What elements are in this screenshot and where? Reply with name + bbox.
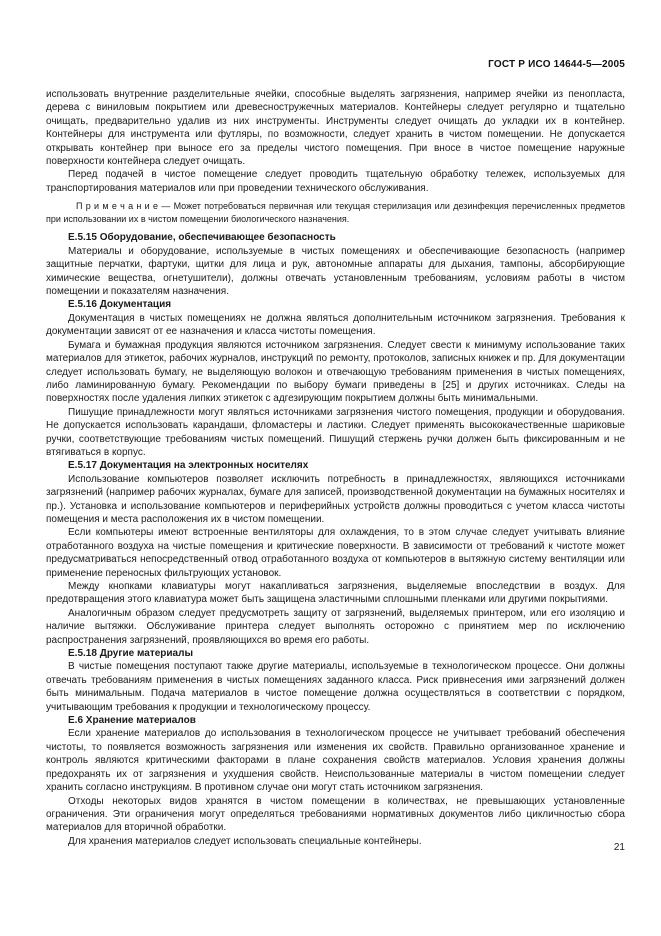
page-number: 21 [613,842,625,853]
document-code-header: ГОСТ Р ИСО 14644-5—2005 [488,59,625,70]
section-heading: Е.5.16 Документация [68,299,172,311]
paragraph: Аналогичным образом следует предусмотреть защиту от загрязнений, выделяемых принтером, или его изоляцию и наличие вытяжки. Обслуживание принтера следует выполнять осторожно с принятием мер по исключению распространения загрязнений, проявляющихся во время его работы. [46,607,625,646]
section-heading: Е.5.18 Другие материалы [68,648,193,660]
paragraph: Между кнопками клавиатуры могут накапливаться загрязнения, выделяемые впоследствии в воздух. Для предотвращения этого клавиатура может быть защищена эластичными сплошными пленками или другими покрытиями. [46,581,625,606]
paragraph: Если хранение материалов до использования в технологическом процессе не учитывает требований обеспечения чистоты, то появляется возможность загрязнения или изменения их свойств. Правильно организованное хранение и контроль являются критическими факторами в плане сохранения свойств материалов. Условия хранения должны предохранять их от загрязнения и ухудшения свойств. Неиспользованные материалы в чистом помещении следует хранить согласно инструкциям. В противном случае они могут стать источником загрязнения. [46,728,625,794]
paragraph: В чистые помещения поступают также другие материалы, используемые в технологическом процессе. Они должны отвечать требованиям применения в чистых помещениях заданного класса. Риск привнесения ими загрязнений должен быть минимальным. Подача материалов в чистое помещение должна осуществляться в соответствии с порядком, учитывающим требования к продукции и технологическому процессу. [46,661,625,713]
document-body [46,88,625,848]
paragraph: Отходы некоторых видов хранятся в чистом помещении в количествах, не превышающих установленные ограничения. Эти ограничения могут определяться требованиями нормативных документов либо цикличностью сбора материалов для вторичной обработки. [46,795,625,834]
paragraph: Перед подачей в чистое помещение следует проводить тщательную обработку тележек, используемых для транспортирования материалов или при проведении технического обслуживания. [46,169,625,194]
paragraph: Пишущие принадлежности могут являться источниками загрязнения чистого помещения, продукции и оборудования. Не допускается использовать карандаши, фломастеры и ластики. Следует применять высококачественные шариковые ручки, соответствующие требованиям чистых помещений. Пишущий стержень ручки должен быть фиксированным и не втягиваться в корпус. [46,406,625,458]
paragraph: Материалы и оборудование, используемые в чистых помещениях и обеспечивающие безопасность (например защитные перчатки, фартуки, щитки для лица и рук, автономные аппараты для дыхания, тампоны, абсорбирующие химические вещества, огнетушители), должны отвечать установленным требованиям, условиям работы в чистом помещении и показателям назначения. [46,245,625,298]
paragraph: Для хранения материалов следует использовать специальные контейнеры. [68,835,422,847]
paragraph: Использование компьютеров позволяет исключить потребность в принадлежностях, являющихся источниками загрязнений (например рабочих журналах, бумаге для записей, производственной документации на бумажных носителях и пр.). Установка и использование компьютеров и периферийных устройств должны проводиться с учетом класса чистоты помещения и места расположения их в чистом помещении. [46,473,625,525]
section-heading: Е.5.17 Документация на электронных носителях [68,460,309,472]
note-paragraph: П р и м е ч а н и е — Может потребоваться первичная или текущая стерилизация или дезинфекция перечисленных предметов при использовании их в чистом помещении биологического назначения. [46,201,625,224]
paragraph: Документация в чистых помещениях не должна являться дополнительным источником загрязнения. Требования к документации зависят от ее назначения и класса чистоты помещения. [46,312,625,338]
section-heading: Е.5.15 Оборудование, обеспечивающее безопасность [68,232,336,244]
paragraph: использовать внутренние разделительные ячейки, способные выделять загрязнения, например ячейки из пенопласта, дерева с виниловым покрытием или древесностружечных материалов. Контейнеры следует регулярно и тщательно очищать, предварительно удалив из них инструменты. Инструменты следует очищать до укладки их в контейнер. Контейнеры для инструмента или футляры, по возможности, следует хранить в чистом помещении. Не допускается открывать контейнер при выносе его за пределы чистого помещения. При вносе в чистое помещение наружные поверхности контейнера следует очищать. [46,89,625,168]
paragraph: Бумага и бумажная продукция являются источником загрязнения. Следует свести к минимуму использование таких материалов для этикеток, рабочих журналов, инструкций по ремонту, протоколов, записных книжек и пр. Для документации следует использовать бумагу, не выделяющую волокон и отвечающую требованиям применения в чистых помещениях, либо ламинированную бумагу. Рекомендации по выбору бумаги приведены в [25] и других источниках. Следы на поверхностях после удаления липких этикеток с адгезирующим покрытием должны быть минимальными. [46,339,625,405]
paragraph: Если компьютеры имеют встроенные вентиляторы для охлаждения, то в этом случае следует учитывать влияние отработанного воздуха на чистые помещения и критические поверхности. В зависимости от требований к чистоте может предусматриваться непосредственный отвод отработанного воздуха от компьютеров в вытяжную систему вентиляции или применение переносных фильтрующих установок. [46,527,625,579]
section-heading: Е.6 Хранение материалов [68,715,196,727]
